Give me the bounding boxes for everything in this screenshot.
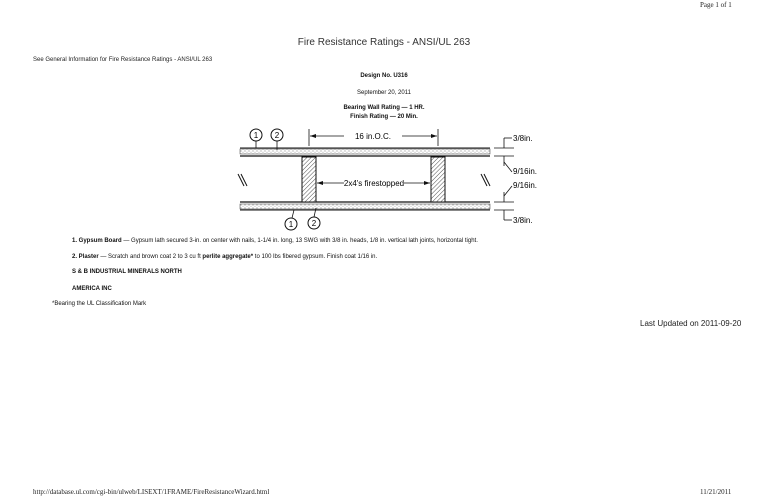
dimension-bottom: 3/8in.: [513, 216, 533, 225]
callout-2-top-label: 2: [274, 131, 280, 140]
general-info-link[interactable]: See General Information for Fire Resistance Ratings - ANSI/UL 263: [33, 57, 213, 63]
item-plaster: [72, 254, 377, 260]
top-board-layer: [240, 148, 490, 156]
design-number: Design No. U316: [360, 73, 408, 79]
finish-rating: Finish Rating — 20 Min.: [350, 114, 418, 120]
design-date: September 20, 2011: [357, 90, 411, 96]
item1-text: — Gypsum lath secured 3-in. on center with nails, 1-1/4 in. long, 13 SWG with 3/8 in. heads, 1/8 in. vertical lath joints, horizontal tight.: [121, 238, 478, 244]
item1-name: 1. Gypsum Board: [72, 238, 122, 244]
page-title: Fire Resistance Ratings - ANSI/UL 263: [297, 37, 471, 48]
stud-right: [431, 157, 445, 202]
break-mark-right: [481, 174, 490, 186]
stud-label: 2x4's firestopped: [343, 179, 405, 188]
thickness-dimensions: [494, 138, 514, 220]
stud-left: [302, 157, 316, 202]
item-gypsum-board: [72, 238, 478, 244]
break-mark-left: [238, 174, 247, 186]
footer-url: http://database.ul.com/cgi-bin/ulweb/LISEXT/1FRAME/FireResistanceWizard.html: [33, 488, 270, 496]
bearing-wall-rating: Bearing Wall Rating — 1 HR.: [343, 105, 425, 111]
dimension-lower-mid: 9/16in.: [513, 181, 538, 190]
company-name-line2[interactable]: AMERICA INC: [72, 286, 112, 292]
page-indicator: Page 1 of 1: [700, 1, 732, 9]
footer-date: 11/21/2011: [700, 488, 732, 496]
item2-name: 2. Plaster: [72, 254, 99, 260]
wall-assembly-diagram: [232, 126, 544, 232]
spacing-label: 16 in.O.C.: [354, 132, 392, 141]
item2-text-b: to 100 lbs fibered gypsum. Finish coat 1/16 in.: [253, 254, 378, 260]
item2-bold-link[interactable]: perlite aggregate*: [202, 254, 254, 260]
company-name-line1[interactable]: S & B INDUSTRIAL MINERALS NORTH: [72, 269, 182, 275]
bottom-board-layer: [240, 202, 490, 210]
callout-1-bottom-label: 1: [288, 220, 294, 229]
footnote: *Bearing the UL Classification Mark: [52, 301, 147, 307]
last-updated: Last Updated on 2011-09-20: [640, 319, 742, 328]
dimension-top: 3/8in.: [513, 134, 533, 143]
callout-2-bottom-label: 2: [311, 219, 317, 228]
callout-1-top-label: 1: [253, 131, 259, 140]
item2-text-a: — Scratch and brown coat 2 to 3 cu ft: [98, 254, 203, 260]
dimension-upper-mid: 9/16in.: [513, 167, 538, 176]
